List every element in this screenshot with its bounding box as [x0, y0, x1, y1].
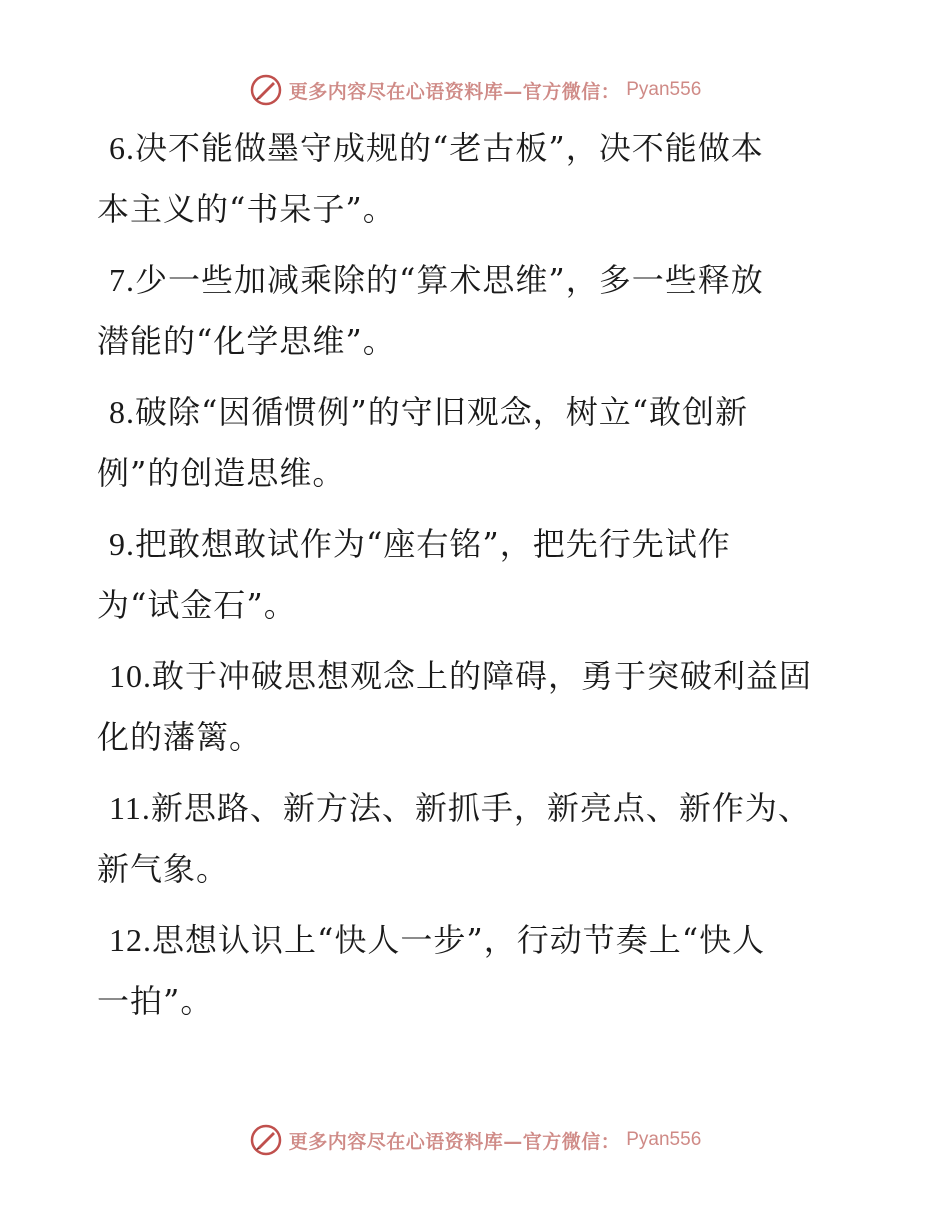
item-number: 9. — [109, 526, 135, 562]
watermark-wechat-id: Pyan556 — [626, 79, 702, 100]
item-text-line2: 新气象。 — [97, 850, 230, 888]
watermark-wechat-id: Pyan556 — [626, 1129, 702, 1150]
item-text-line1: 新思路、新方法、新抓手，新亮点、新作为、 — [150, 789, 811, 827]
item-text-line2: 例”的创造思维。 — [97, 454, 346, 492]
item-number: 12. — [109, 922, 152, 958]
item-text-line1: 决不能做墨守成规的“老古板”，决不能做本 — [135, 129, 764, 167]
list-item — [97, 118, 857, 240]
quill-seal-icon — [249, 73, 283, 107]
item-text-line2: 化的藩篱。 — [97, 718, 263, 756]
watermark-text: 更多内容尽在心语资料库—官方微信： — [288, 1130, 621, 1153]
list-item — [97, 514, 857, 636]
item-number: 10. — [109, 658, 152, 694]
item-text-line1: 破除“因循惯例”的守旧观念，树立“敢创新 — [135, 393, 749, 431]
list-item — [97, 646, 857, 768]
watermark-text: 更多内容尽在心语资料库—官方微信： — [288, 80, 621, 103]
item-text-line1: 把敢想敢试作为“座右铭”，把先行先试作 — [135, 525, 731, 563]
list-item — [97, 382, 857, 504]
item-number: 7. — [109, 262, 135, 298]
list-item — [97, 910, 857, 1032]
item-number: 8. — [109, 394, 135, 430]
item-text-line2: 潜能的“化学思维”。 — [97, 322, 396, 360]
list-item — [97, 778, 857, 900]
item-text-line2: 为“试金石”。 — [97, 586, 297, 624]
document-body — [97, 118, 857, 1042]
item-text-line2: 一拍”。 — [97, 982, 214, 1020]
header-watermark — [0, 70, 950, 110]
item-text-line1: 思想认识上“快人一步”，行动节奏上“快人 — [152, 921, 766, 959]
item-number: 6. — [109, 130, 135, 166]
quill-seal-icon — [249, 1123, 283, 1157]
list-item — [97, 250, 857, 372]
item-text-line1: 少一些加减乘除的“算术思维”，多一些释放 — [135, 261, 764, 299]
item-text-line1: 敢于冲破思想观念上的障碍，勇于突破利益固 — [152, 657, 813, 695]
item-number: 11. — [109, 790, 151, 826]
item-text-line2: 本主义的“书呆子”。 — [97, 190, 396, 228]
footer-watermark — [0, 1120, 950, 1160]
